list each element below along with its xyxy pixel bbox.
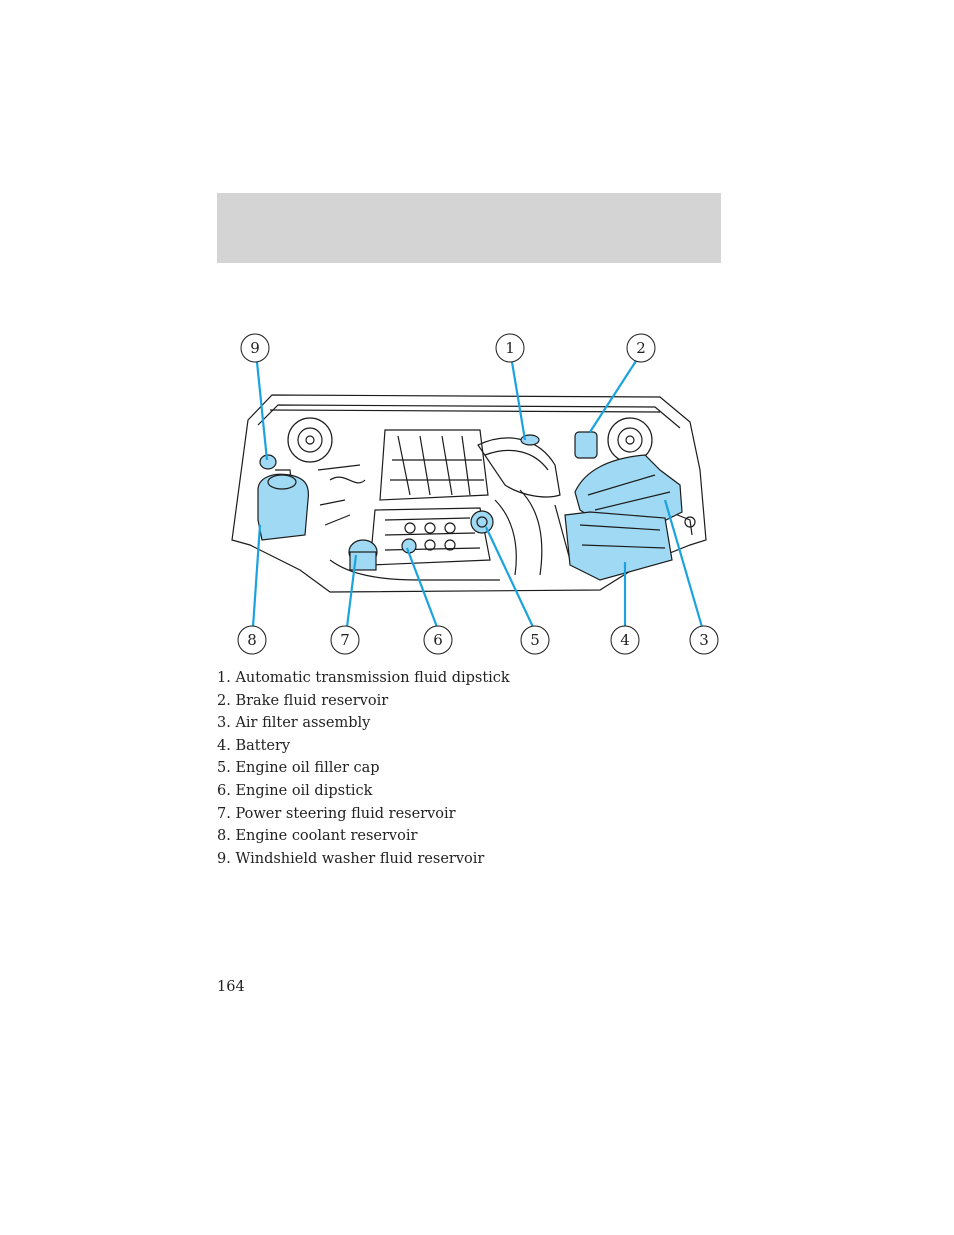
svg-text:1: 1 (505, 339, 515, 357)
engine-compartment-diagram (225, 330, 735, 660)
page-number: 164 (217, 979, 245, 995)
callout-9 (241, 334, 269, 362)
legend-item: 7. Power steering fluid reservoir (217, 805, 456, 822)
callout-2 (627, 334, 655, 362)
legend-item: 8. Engine coolant reservoir (217, 828, 418, 845)
callout-6 (424, 626, 452, 654)
legend-item: 6. Engine oil dipstick (217, 782, 373, 799)
callout-5 (521, 626, 549, 654)
svg-text:5: 5 (530, 631, 540, 649)
component-legend (217, 667, 510, 870)
callout-4 (611, 626, 639, 654)
legend-item: 9. Windshield washer fluid reservoir (217, 850, 485, 867)
svg-text:4: 4 (620, 631, 630, 649)
legend-item: 3. Air filter assembly (217, 715, 371, 732)
callout-3 (690, 626, 718, 654)
legend-item: 4. Battery (217, 737, 291, 754)
section-header-bar (217, 193, 721, 263)
callout-1 (496, 334, 524, 362)
legend-item: 1. Automatic transmission fluid dipstick (217, 670, 510, 686)
brake-fluid-reservoir (575, 432, 597, 458)
svg-text:9: 9 (250, 339, 260, 357)
callout-7 (331, 626, 359, 654)
svg-text:2: 2 (636, 339, 646, 357)
legend-item: 5. Engine oil filler cap (217, 760, 380, 777)
engine-oil-filler-cap (471, 511, 493, 533)
windshield-washer-reservoir-cap (260, 455, 276, 469)
svg-text:7: 7 (340, 631, 350, 649)
svg-text:8: 8 (247, 631, 257, 649)
legend-item: 2. Brake fluid reservoir (217, 692, 389, 709)
svg-text:3: 3 (699, 631, 709, 649)
callout-8 (238, 626, 266, 654)
svg-text:6: 6 (433, 631, 443, 649)
